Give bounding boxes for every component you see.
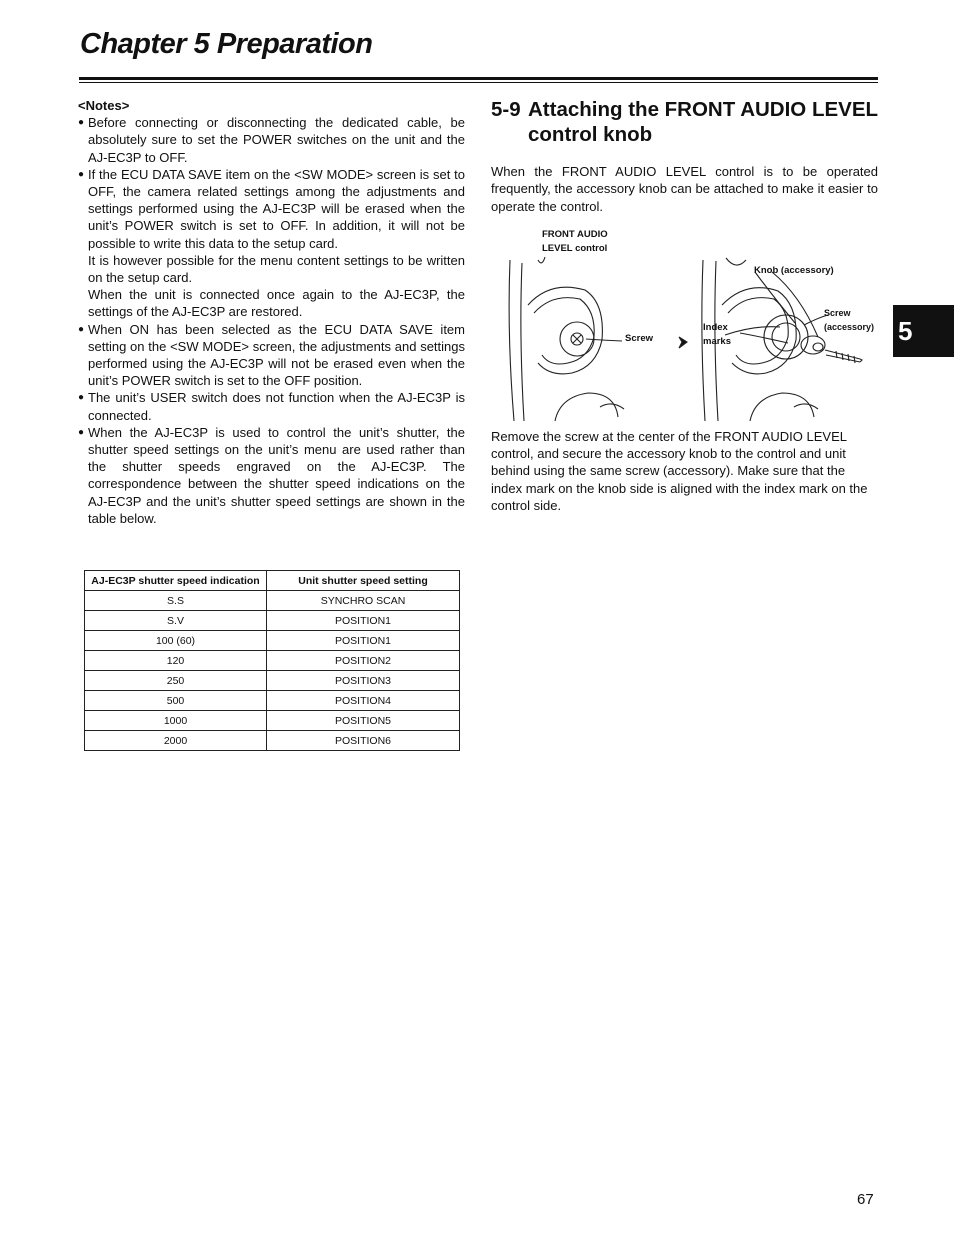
shutter-speed-table [84, 570, 460, 751]
header-rule [79, 77, 878, 80]
section-intro: When the FRONT AUDIO LEVEL control is to be operated frequently, the accessory knob can be attached to make it easier to operate the control. [491, 164, 878, 214]
note-text: Before connecting or disconnecting the dedicated cable, be absolutely sure to set the POWER switches on the unit and the AJ-EC3P to OFF. [88, 115, 465, 165]
label-screw-accessory-line2: (accessory) [824, 322, 875, 332]
note-text: When the AJ-EC3P is used to control the unit’s shutter, the shutter speed settings on the unit’s menu are used rather than the shutter speeds engraved on the AJ-EC3P. The correspondence between the shutter speed indications on the AJ-EC3P and the unit’s shutter speed settings are shown in the table below. [88, 424, 465, 526]
notes-section [78, 97, 465, 527]
note-item [78, 321, 465, 390]
notes-heading: <Notes> [78, 98, 130, 113]
note-text: If the ECU DATA SAVE item on the <SW MODE> screen is set to OFF, the camera related settings among the adjustments and settings performed using the AJ-EC3P will be erased when the unit’s POWER switch is set to OFF. In addition, it will not be possible to write this data to the setup card. [88, 166, 465, 251]
section-number: 5-9 [491, 98, 521, 121]
header-rule-thin [79, 82, 878, 83]
table-row [85, 651, 460, 671]
label-index-line2: marks [703, 336, 731, 347]
page-number: 67 [857, 1191, 874, 1208]
bullet-icon: ● [78, 426, 85, 438]
section-title-line1: Attaching the FRONT AUDIO LEVEL [528, 98, 879, 121]
table-header-row [85, 571, 460, 591]
table-row [85, 591, 460, 611]
table-row [85, 631, 460, 651]
note-item [78, 114, 465, 166]
table-cell: POSITION6 [267, 731, 460, 751]
table-cell: 100 (60) [85, 631, 267, 651]
table-cell: SYNCHRO SCAN [267, 591, 460, 611]
chapter-tab: 5 [893, 305, 954, 357]
table-row [85, 731, 460, 751]
note-item [78, 389, 465, 423]
table-cell: 2000 [85, 731, 267, 751]
label-screw: Screw [625, 333, 653, 344]
section-title [491, 97, 891, 147]
table-cell: S.V [85, 611, 267, 631]
table-cell: S.S [85, 591, 267, 611]
table-cell: POSITION5 [267, 711, 460, 731]
label-knob: Knob (accessory) [754, 265, 834, 276]
table-cell: 250 [85, 671, 267, 691]
table-cell: POSITION2 [267, 651, 460, 671]
note-item [78, 424, 465, 527]
note-text: The unit’s USER switch does not function when the AJ-EC3P is connected. [88, 390, 465, 423]
table-cell: 1000 [85, 711, 267, 731]
table-cell: POSITION1 [267, 631, 460, 651]
table-row [85, 671, 460, 691]
bullet-icon: ● [78, 392, 85, 404]
table-row [85, 691, 460, 711]
table-header: AJ-EC3P shutter speed indication [85, 571, 267, 591]
section-title-line2: control knob [528, 123, 653, 146]
note-item [78, 166, 465, 321]
table-cell: POSITION1 [267, 611, 460, 631]
table-header: Unit shutter speed setting [267, 571, 460, 591]
note-text: When ON has been selected as the ECU DATA SAVE item setting on the <SW MODE> screen, the adjustments and settings performed using the AJ-EC3P will not be erased even when the unit’s POWER switch is set to the OFF position. [88, 321, 465, 389]
knob-illustration [500, 225, 885, 425]
note-text: When the unit is connected once again to the AJ-EC3P, the settings of the AJ-EC3P are restored. [88, 287, 465, 320]
table-row [85, 611, 460, 631]
bullet-icon: ● [78, 168, 85, 180]
table-cell: POSITION3 [267, 671, 460, 691]
table-cell: 120 [85, 651, 267, 671]
table-row [85, 711, 460, 731]
section-body: Remove the screw at the center of the FRONT AUDIO LEVEL control, and secure the accessory knob to the control and unit behind using the same screw (accessory). Make sure that the index mark on the knob side is aligned with the index mark on the control side. [491, 429, 868, 513]
bullet-icon: ● [78, 323, 85, 335]
label-index-line1: Index [703, 322, 728, 333]
bullet-icon: ● [78, 117, 85, 129]
chapter-title: Chapter 5 Preparation [80, 28, 373, 60]
table-cell: 500 [85, 691, 267, 711]
table-cell: POSITION4 [267, 691, 460, 711]
note-text: It is however possible for the menu content settings to be written on the setup card. [88, 252, 465, 286]
label-screw-accessory-line1: Screw [824, 308, 851, 318]
label-control-line1: FRONT AUDIO [542, 229, 608, 240]
label-control-line2: LEVEL control [542, 243, 608, 254]
